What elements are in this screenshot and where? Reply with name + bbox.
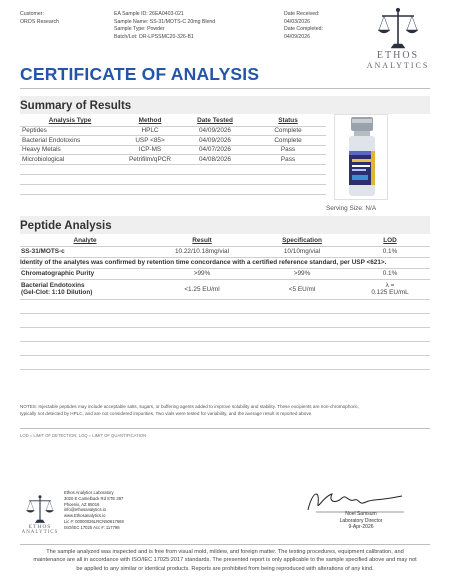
col-result: Result <box>192 237 212 245</box>
cell-result: >99% <box>150 268 254 279</box>
cell-spec: >99% <box>254 268 350 279</box>
table-row-empty <box>20 184 326 194</box>
date-completed-label: Date Completed: <box>284 26 323 33</box>
cell-status: Pass <box>250 155 326 165</box>
summary-header-row <box>20 116 326 126</box>
page-title: CERTIFICATE OF ANALYSIS <box>20 64 260 84</box>
lab-website[interactable]: www.Ethosanalytics.io <box>64 513 106 519</box>
cell-status: Complete <box>250 136 326 146</box>
scales-of-justice-icon <box>25 494 55 524</box>
cell-result: 10.22/10.18mg/vial <box>150 246 254 257</box>
table-row-empty <box>20 313 430 327</box>
date-completed: 04/09/2026 <box>284 33 310 40</box>
cell-result: <1.25 EU/ml <box>150 279 254 299</box>
lod-definition: LOD = LIMIT OF DETECTION; LOQ = LIMIT OF QUANTIFICATION <box>20 433 147 438</box>
notes-line-1: NOTES: Injectable peptides may include acceptable salts, sugars, or buffering agents added to improve solubility and stability. These excipients are non-chromophoric, <box>20 404 360 409</box>
cell-status: Complete <box>250 126 326 136</box>
lod-value: 0.125 EU/mL <box>371 289 409 296</box>
footer-disclaimer <box>20 548 430 573</box>
cell-analyte: Chromatographic Purity <box>20 268 150 279</box>
signatory-title: Laboratory Director <box>339 517 383 524</box>
cell-spec: <5 EU/ml <box>254 279 350 299</box>
cell-date: 04/09/2026 <box>180 136 250 146</box>
sample-info-block <box>114 11 215 41</box>
peptide-header-row <box>20 236 430 246</box>
summary-section-header <box>20 96 430 114</box>
lod-lambda: λ = <box>385 281 395 289</box>
date-received-label: Date Received: <box>284 11 320 17</box>
summary-heading: Summary of Results <box>20 100 132 112</box>
cell-method: USP <85> <box>120 136 180 146</box>
customer-block <box>20 11 59 26</box>
notes-line-2: typically not detected by HPLC, and are not considered impurities. Two vials were tested for variability, and the average result is reported above. <box>20 411 313 416</box>
table-row <box>20 155 326 165</box>
lab-license: Lic #: 00000026LRCN50617669 <box>64 518 124 524</box>
lab-logo-text-ethos: ETHOS <box>28 524 52 530</box>
footer-line-2: maintenance are all in accordance with ISO/IEC 17025:2017 standards. The presented report is only applicable to the sample specified above and may not <box>33 557 417 564</box>
table-row <box>20 126 326 136</box>
footer-line-1: The sample analyzed was inspected and is free from visual mold, mildew, and foreign matter. The testing procedures, equipment calibration, and <box>46 549 404 555</box>
sample-id: EA Sample ID: 26EA0403-021 <box>114 11 184 17</box>
signatory-name: Noel Samsum <box>345 511 377 517</box>
endotoxin-label: Bacterial Endotoxins <box>21 281 85 289</box>
lab-email[interactable]: info@ethosanalytics.io <box>64 507 106 513</box>
cell-lod <box>350 279 430 299</box>
table-row-empty <box>20 164 326 174</box>
signature-date: 9-Apr-2026 <box>348 524 374 531</box>
cell-analysis: Microbiological <box>20 155 120 165</box>
dates-block <box>284 11 323 41</box>
col-analysis-type: Analysis Type <box>48 117 92 125</box>
lab-iso-accreditation: ISO/IEC 17025 Acc #: 117798 <box>64 524 120 530</box>
lab-logo-text-analytics: ANALYTICS <box>21 530 59 535</box>
table-row-empty <box>20 174 326 184</box>
cell-analyte: SS-31/MOTS-c <box>20 246 150 257</box>
cell-status: Pass <box>250 145 326 155</box>
cell-date: 04/07/2026 <box>180 145 250 155</box>
cell-analysis: Bacterial Endotoxins <box>20 136 120 146</box>
customer-label: Customer: <box>20 11 44 17</box>
cell-date: 04/09/2026 <box>180 126 250 136</box>
notes <box>20 403 430 417</box>
cell-spec: 10/10mg/vial <box>254 246 350 257</box>
table-row <box>20 145 326 155</box>
table-row-empty <box>20 327 430 341</box>
footer-line-3: be applied to any similar or identical products. Reports are prohibited from being reproduced with alterations of any kind. <box>76 565 374 572</box>
notes-divider <box>20 428 430 429</box>
signatory <box>318 511 404 531</box>
ethos-logo <box>360 6 436 70</box>
table-row <box>20 136 326 146</box>
lab-street: 3020 E Camelback Rd STE 397 <box>64 495 124 501</box>
table-row <box>20 257 430 268</box>
scales-of-justice-icon <box>376 6 420 50</box>
col-analyte: Analyte <box>73 237 97 245</box>
title-divider <box>20 88 430 89</box>
table-row-empty <box>20 299 430 313</box>
lab-city: Phoenix, AZ 85016 <box>64 501 100 507</box>
peptide-table <box>20 236 430 370</box>
col-status: Status <box>278 117 298 125</box>
table-row-empty <box>20 341 430 355</box>
cell-date: 04/08/2026 <box>180 155 250 165</box>
peptide-heading: Peptide Analysis <box>20 220 112 232</box>
batch-lot: Batch/Lot: OR-LPSSMC20-326-B1 <box>114 33 194 40</box>
cell-analyte <box>20 279 150 299</box>
cell-method: HPLC <box>120 126 180 136</box>
sample-vial-image <box>334 114 388 200</box>
cell-method: ICP-MS <box>120 145 180 155</box>
col-specification: Specification <box>282 237 322 245</box>
table-row <box>20 268 430 279</box>
logo-text-ethos: ETHOS <box>376 50 420 61</box>
table-row-empty <box>20 355 430 369</box>
peptide-section-header <box>20 216 430 234</box>
endotoxin-sublabel: (Gel-Clot: 1:10 Dilution) <box>21 289 93 296</box>
col-lod: LOD <box>383 237 397 245</box>
identity-note: Identity of the analytes was confirmed by retention time concordance with a certified reference standard, per USP <621>. <box>20 257 430 268</box>
cell-method: Petrifilm/qPCR <box>120 155 180 165</box>
footer-divider <box>20 544 430 545</box>
col-method: Method <box>138 117 162 125</box>
cell-lod: 0.1% <box>350 246 430 257</box>
cell-analysis: Peptides <box>20 126 120 136</box>
col-date-tested: Date Tested <box>197 117 233 125</box>
sample-name: Sample Name: SS-31/MOTS-C 20mg Blend <box>114 18 216 25</box>
date-received: 04/03/2026 <box>284 18 310 25</box>
customer-value: OROS Research <box>20 18 59 25</box>
serving-size: Serving Size: N/A <box>326 205 377 212</box>
cell-analysis: Heavy Metals <box>20 145 120 155</box>
lab-name: Ethos Analytics Laboratory <box>64 490 114 495</box>
lab-logo <box>20 494 60 536</box>
lab-address <box>64 490 124 531</box>
logo-text-analytics: ANALYTICS <box>366 61 430 70</box>
summary-table <box>20 116 326 195</box>
sample-type: Sample Type: Powder <box>114 26 165 33</box>
table-row <box>20 246 430 257</box>
table-row <box>20 279 430 299</box>
cell-lod: 0.1% <box>350 268 430 279</box>
